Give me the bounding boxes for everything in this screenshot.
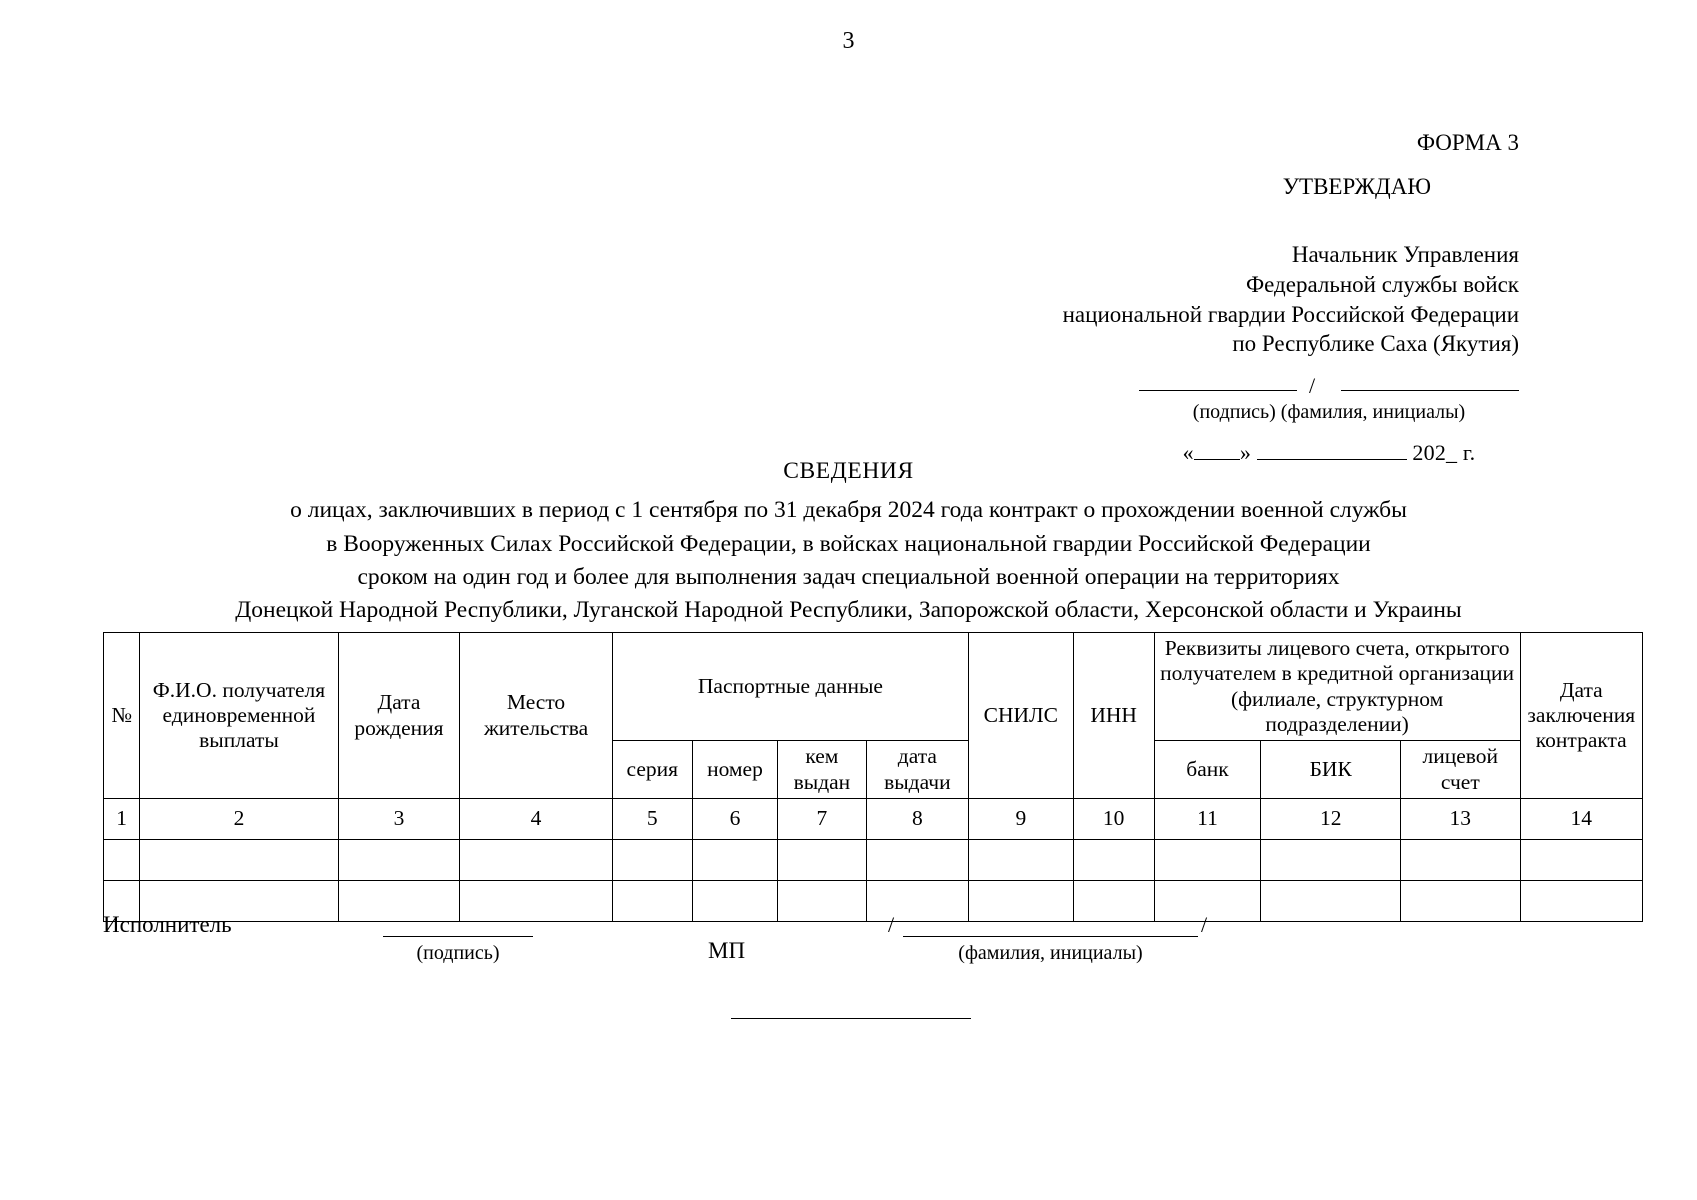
executor-slash-left: / <box>888 912 895 937</box>
colnum-9: 9 <box>969 799 1074 840</box>
executor-signature-block <box>103 912 1643 964</box>
cell[interactable] <box>104 840 140 881</box>
th-account-details: Реквизиты лицевого счета, открытого получателем в кредитной организации (филиале, структурном подразделении) <box>1154 633 1520 741</box>
bottom-separator-rule <box>731 1018 971 1019</box>
date-quote-open: « <box>1182 440 1194 466</box>
data-table <box>103 632 1643 922</box>
data-table-wrapper <box>103 632 1643 922</box>
approver-org-line-3: национальной гвардии Российской Федерации <box>1062 301 1519 327</box>
page-number: 3 <box>842 28 855 54</box>
th-birth-date: Дата рождения <box>338 633 460 799</box>
th-passport-issued-by: кем выдан <box>778 741 867 799</box>
page-title: СВЕДЕНИЯ <box>783 458 914 484</box>
th-bik: БИК <box>1261 741 1401 799</box>
title-line-4: Донецкой Народной Республики, Луганской Народной Республики, Запорожской области, Херсонской области и Украины <box>235 597 1462 624</box>
th-fio: Ф.И.О. получателя единовременной выплаты <box>140 633 338 799</box>
approver-org-line-1: Начальник Управления <box>1291 241 1519 267</box>
approver-org-line-2: Федеральной службы войск <box>1245 271 1519 297</box>
colnum-3: 3 <box>338 799 460 840</box>
title-line-1: о лицах, заключивших в период с 1 сентября по 31 декабря 2024 года контракт о прохождении военной службы <box>290 497 1407 524</box>
cell[interactable] <box>338 840 460 881</box>
colnum-13: 13 <box>1401 799 1520 840</box>
document-title-block <box>0 455 1697 628</box>
table-row[interactable] <box>104 840 1643 881</box>
th-bank: банк <box>1154 741 1261 799</box>
colnum-11: 11 <box>1154 799 1261 840</box>
form-number-label: ФОРМА 3 <box>1416 130 1519 155</box>
cell[interactable] <box>612 840 692 881</box>
th-passport-issue-date: дата выдачи <box>866 741 968 799</box>
th-num: № <box>104 633 140 799</box>
cell[interactable] <box>1261 840 1401 881</box>
colnum-14: 14 <box>1520 799 1642 840</box>
signature-line-left <box>1139 390 1297 391</box>
signature-rule <box>1139 371 1519 397</box>
column-number-row <box>104 799 1643 840</box>
cell[interactable] <box>1154 840 1261 881</box>
executor-label: Исполнитель <box>103 912 232 937</box>
cell[interactable] <box>1401 840 1520 881</box>
colnum-7: 7 <box>778 799 867 840</box>
signature-caption: (подпись) (фамилия, инициалы) <box>1192 401 1466 424</box>
colnum-2: 2 <box>140 799 338 840</box>
executor-name-caption: (фамилия, инициалы) <box>958 942 1143 964</box>
th-inn: ИНН <box>1073 633 1154 799</box>
cell[interactable] <box>1520 840 1642 881</box>
cell[interactable] <box>866 840 968 881</box>
executor-signature-caption: (подпись) <box>416 942 500 964</box>
executor-slash-right: / <box>1201 912 1208 937</box>
cell[interactable] <box>140 840 338 881</box>
signature-line-right <box>1341 390 1519 391</box>
date-year-suffix: 202_ г. <box>1412 440 1476 466</box>
executor-row <box>103 912 1643 964</box>
approval-block <box>959 128 1519 468</box>
signature-slash: / <box>1309 373 1316 399</box>
date-quote-close: » <box>1239 440 1252 466</box>
colnum-5: 5 <box>612 799 692 840</box>
th-passport-series: серия <box>612 741 692 799</box>
colnum-1: 1 <box>104 799 140 840</box>
approver-org-line-4: по Республике Саха (Якутия) <box>1232 331 1519 357</box>
title-line-2: в Вооруженных Силах Российской Федерации, в войсках национальной гвардии Российской Федерации <box>326 530 1371 557</box>
approve-label: УТВЕРЖДАЮ <box>1282 173 1431 199</box>
stamp-label: МП <box>708 938 746 963</box>
cell[interactable] <box>969 840 1074 881</box>
executor-name-line <box>903 936 1198 937</box>
th-passport-number: номер <box>692 741 777 799</box>
approver-signature-area <box>959 371 1519 468</box>
th-contract-date: Дата заключения контракта <box>1520 633 1642 799</box>
colnum-12: 12 <box>1261 799 1401 840</box>
colnum-8: 8 <box>866 799 968 840</box>
executor-signature-line <box>383 936 533 937</box>
th-account-number: лицевой счет <box>1401 741 1520 799</box>
cell[interactable] <box>692 840 777 881</box>
th-snils: СНИЛС <box>969 633 1074 799</box>
th-residence: Место жительства <box>460 633 613 799</box>
cell[interactable] <box>1073 840 1154 881</box>
cell[interactable] <box>778 840 867 881</box>
title-line-3: сроком на один год и более для выполнения задач специальной военной операции на территориях <box>357 564 1340 591</box>
cell[interactable] <box>460 840 613 881</box>
colnum-4: 4 <box>460 799 613 840</box>
th-passport: Паспортные данные <box>612 633 968 741</box>
colnum-10: 10 <box>1073 799 1154 840</box>
colnum-6: 6 <box>692 799 777 840</box>
